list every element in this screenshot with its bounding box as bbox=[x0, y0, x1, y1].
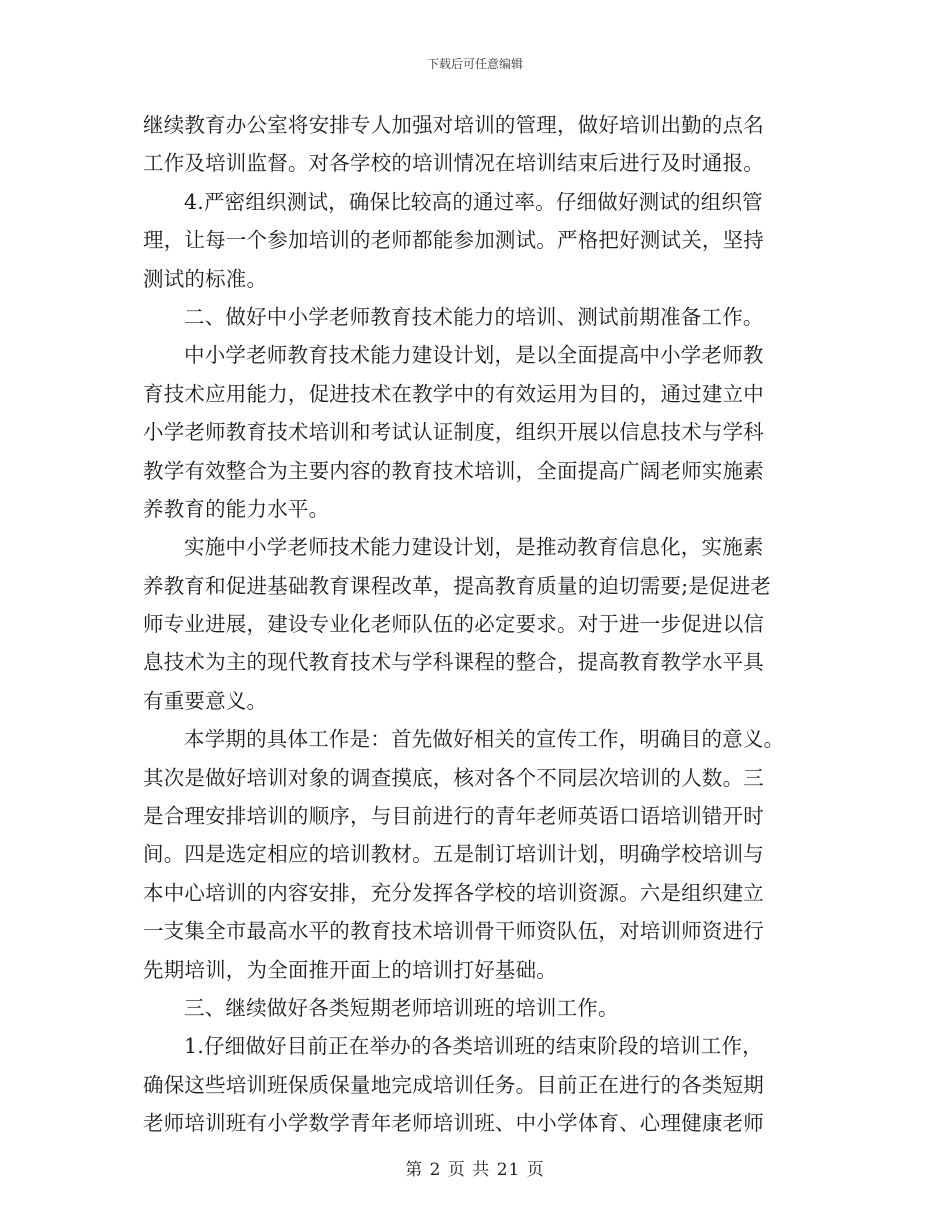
text-line: 其次是做好培训对象的调查摸底，核对各个不同层次培训的人数。三 bbox=[143, 765, 764, 790]
text-line: 一支集全市最高水平的教育技术培训骨干师资队伍，对培训师资进行 bbox=[143, 919, 764, 944]
text-line: 师专业进展，建设专业化老师队伍的必定要求。对于进一步促进以信 bbox=[143, 612, 764, 637]
text-line: 教学有效整合为主要内容的教育技术培训，全面提高广阔老师实施素 bbox=[143, 458, 764, 483]
text-line: 测试的标准。 bbox=[143, 266, 268, 291]
section-heading: 三、继续做好各类短期老师培训班的培训工作。 bbox=[184, 995, 619, 1020]
text-line: 老师培训班有小学数学青年老师培训班、中小学体育、心理健康老师 bbox=[143, 1111, 764, 1136]
text-line: 是合理安排培训的顺序，与目前进行的青年老师英语口语培训错开时 bbox=[143, 804, 764, 829]
text-line: 小学老师教育技术培训和考试认证制度，组织开展以信息技术与学科 bbox=[143, 420, 764, 445]
text-line: 育技术应用能力，促进技术在教学中的有效运用为目的，通过建立中 bbox=[143, 381, 764, 406]
text-line: 养教育和促进基础教育课程改革，提高教育质量的迫切需要;是促进老 bbox=[143, 573, 772, 598]
text-line: 理，让每一个参加培训的老师都能参加测试。严格把好测试关，坚持 bbox=[143, 228, 764, 253]
text-line: 实施中小学老师技术能力建设计划，是推动教育信息化，实施素 bbox=[184, 535, 764, 560]
text-line: 本学期的具体工作是：首先做好相关的宣传工作，明确目的意义。 bbox=[184, 727, 785, 752]
text-line: 有重要意义。 bbox=[143, 688, 268, 713]
text-line: 工作及培训监督。对各学校的培训情况在培训结束后进行及时通报。 bbox=[143, 151, 764, 176]
text-line: 1.仔细做好目前正在举办的各类培训班的结束阶段的培训工作， bbox=[184, 1034, 763, 1059]
section-heading: 二、做好中小学老师教育技术能力的培训、测试前期准备工作。 bbox=[184, 304, 764, 329]
text-line: 息技术为主的现代教育技术与学科课程的整合，提高教育教学水平具 bbox=[143, 650, 764, 675]
text-line: 先期培训，为全面推开面上的培训打好基础。 bbox=[143, 957, 557, 982]
text-line: 间。四是选定相应的培训教材。五是制订培训计划，明确学校培训与 bbox=[143, 842, 764, 867]
page-header-note: 下载后可任意编辑 bbox=[426, 57, 523, 71]
text-line: 确保这些培训班保质保量地完成培训任务。目前正在进行的各类短期 bbox=[143, 1072, 764, 1097]
text-line: 中小学老师教育技术能力建设计划，是以全面提高中小学老师教 bbox=[184, 343, 764, 368]
text-line: 本中心培训的内容安排，充分发挥各学校的培训资源。六是组织建立 bbox=[143, 880, 764, 905]
text-line: 4.严密组织测试，确保比较高的通过率。仔细做好测试的组织管 bbox=[184, 189, 763, 214]
text-line: 养教育的能力水平。 bbox=[143, 496, 330, 521]
page-number: 第 2 页 共 21 页 bbox=[405, 1160, 545, 1180]
document-body bbox=[143, 106, 810, 1143]
text-line: 继续教育办公室将安排专人加强对培训的管理，做好培训出勤的点名 bbox=[143, 113, 764, 137]
